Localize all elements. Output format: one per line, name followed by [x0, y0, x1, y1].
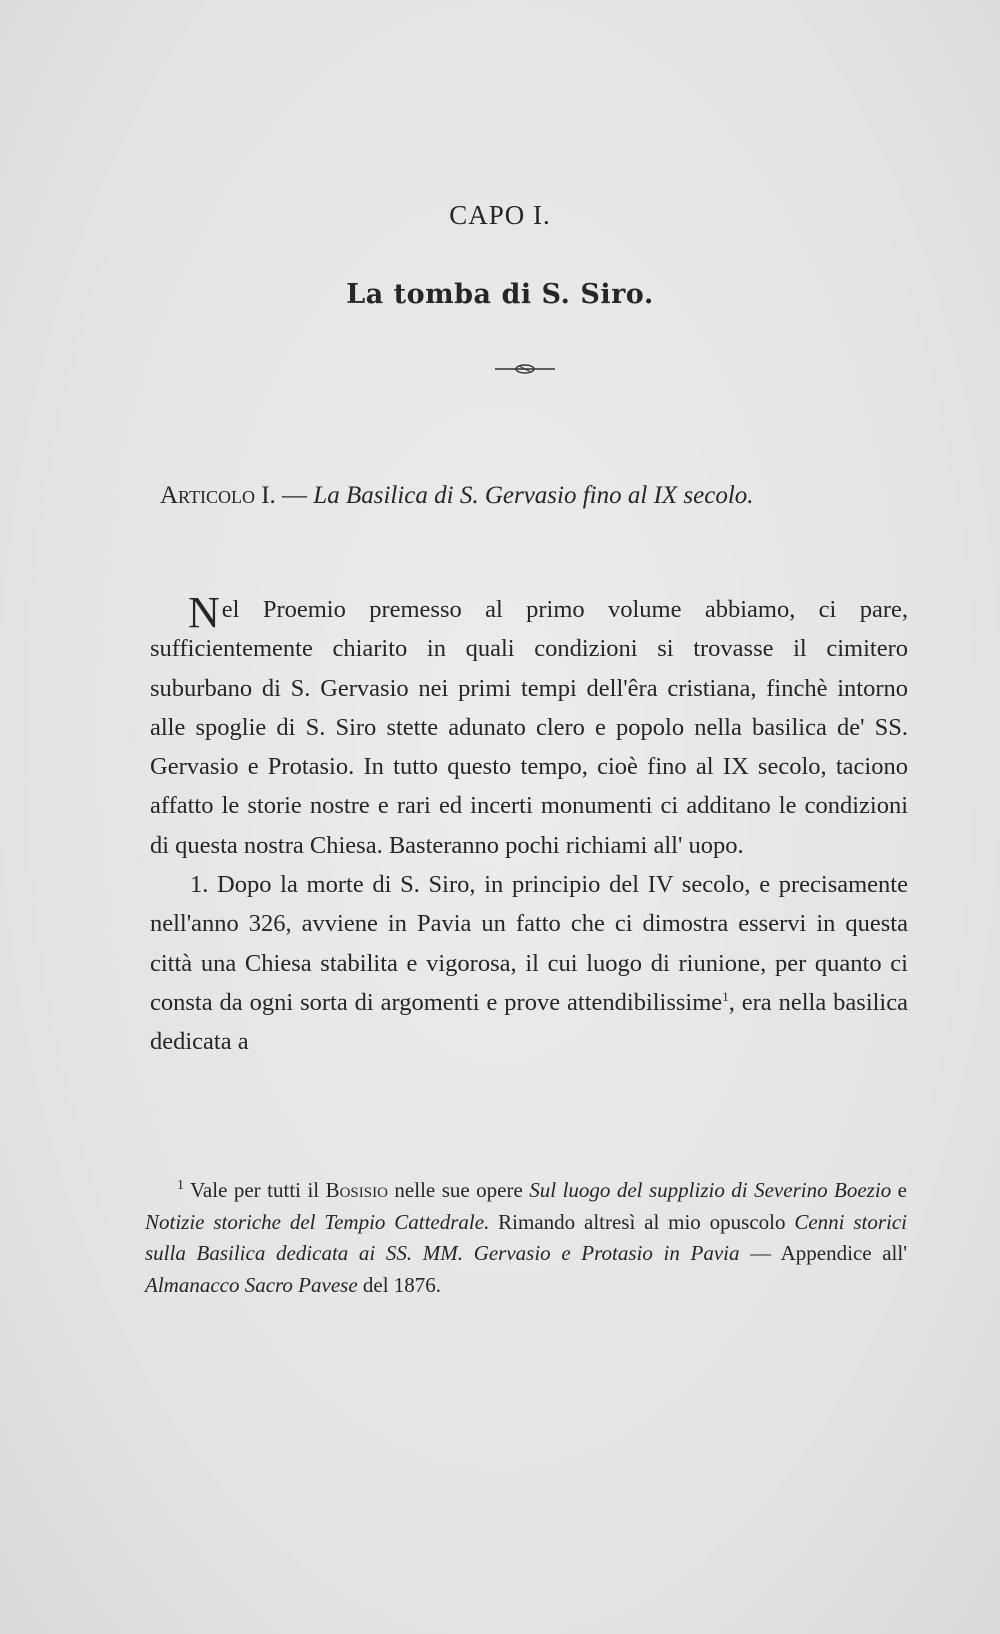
paragraph-2: [150, 865, 908, 1061]
article-label: Articolo I.: [160, 482, 276, 509]
footnote-text-1: Vale per tutti il: [184, 1178, 326, 1202]
footnote-text-3: e: [891, 1178, 907, 1202]
article-title: La Basilica di S. Gervasio fino al IX secolo.: [313, 482, 754, 509]
footnote-text-6: del 1876.: [357, 1272, 442, 1297]
chapter-number: CAPO I.: [449, 200, 551, 230]
paragraph-1: [150, 590, 908, 865]
article-dash: —: [275, 482, 314, 509]
paragraph-2-text: 1. Dopo la morte di S. Siro, in principio del IV secolo, e precisamente nell'anno 326, avviene in Pavia un fatto che ci dimostra esservi in questa città una Chiesa stabilita e vigorosa, il cui luogo di riunione, per quanto ci consta da ogni sorta di argomenti e prove attendibilissime: [150, 871, 908, 1016]
footnote-work-3: Cenni storici sulla Basilica dedicata ai SS. MM. Gervasio e Protasio in Pavia: [145, 1209, 907, 1265]
footnote-work-1: Sul luogo del supplizio di Severino Boezio: [529, 1178, 892, 1202]
paragraph-2-tail: , era nella basilica dedicata a: [150, 988, 908, 1056]
chapter-title: La tomba di S. Siro.: [346, 279, 654, 310]
footnote-work-4: Almanacco Sacro Pavese: [145, 1272, 358, 1297]
body-text: [150, 590, 908, 1062]
article-heading: [160, 482, 920, 510]
footnote-text-4: Rimando altresì al mio opuscolo: [489, 1209, 795, 1234]
footnote-text-2: nelle sue opere: [387, 1178, 530, 1202]
footnote-mark: 1: [177, 1178, 184, 1193]
ornament-divider-icon: [495, 362, 555, 376]
paragraph-1-text: el Proemio premesso al primo volume abbiamo, ci pare, sufficientemente chiarito in quali condizioni si trovasse il cimitero suburbano di S. Gervasio nei primi tempi dell'êra cristiana, finchè intorno alle spoglie di S. Siro stette adunato clero e popolo nella basilica de' SS. Gervasio e Protasio. In tutto questo tempo, cioè fino al IX secolo, taciono affatto le storie nostre e rari ed incerti monumenti ci additano le condizioni di questa nostra Chiesa. Basteranno pochi richiami all' uopo.: [150, 596, 908, 859]
footnote-reference: 1: [722, 988, 729, 1004]
footnote-work-2: Notizie storiche del Tempio Cattedrale.: [145, 1209, 490, 1234]
drop-cap: N: [188, 588, 220, 637]
footnote: [145, 1175, 907, 1301]
footnote-author: Bosisio: [325, 1178, 388, 1202]
footnote-text-5: — Appendice all': [739, 1241, 908, 1265]
